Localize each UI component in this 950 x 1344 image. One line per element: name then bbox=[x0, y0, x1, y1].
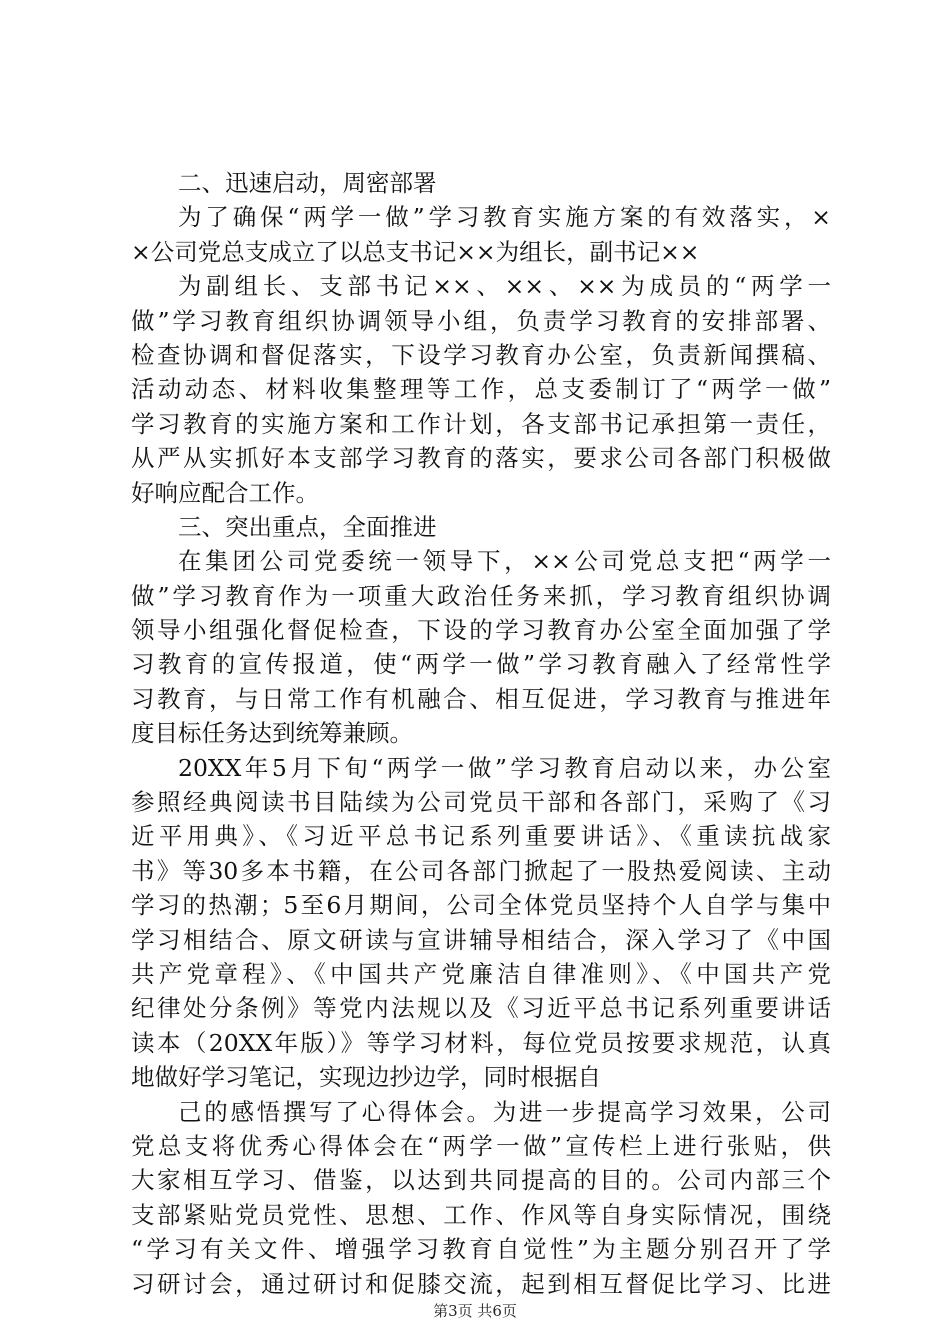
paragraph-line: 好响应配合工作。 bbox=[131, 478, 319, 507]
paragraph-line: 检查协调和督促落实，下设学习教育办公室，负责新闻撰稿、 bbox=[131, 340, 831, 369]
paragraph-line: 党总支将优秀心得体会在“两学一做”宣传栏上进行张贴，供 bbox=[131, 1131, 831, 1160]
paragraph-line: 共产党章程》、《中国共产党廉洁自律准则》、《中国共产党 bbox=[131, 959, 831, 988]
paragraph-line: 己的感悟撰写了心得体会。为进一步提高学习效果，公司 bbox=[178, 1097, 831, 1126]
paragraph-line: 活动动态、材料收集整理等工作，总支委制订了“两学一做” bbox=[131, 375, 831, 404]
paragraph-line: 习教育的宣传报道，使“两学一做”学习教育融入了经常性学 bbox=[131, 650, 831, 679]
paragraph-line: 从严从实抓好本支部学习教育的落实，要求公司各部门积极做 bbox=[131, 444, 831, 473]
section-heading: 三、突出重点，全面推进 bbox=[178, 512, 437, 541]
paragraph-line: 读本（20XX年版）》等学习材料，每位党员按要求规范，认真 bbox=[131, 1028, 831, 1057]
paragraph-line: 为副组长、支部书记××、××、××为成员的“两学一 bbox=[178, 272, 831, 301]
paragraph-line: 习教育，与日常工作有机融合、相互促进，学习教育与推进年 bbox=[131, 684, 831, 713]
paragraph-line: 近平用典》、《习近平总书记系列重要讲话》、《重读抗战家 bbox=[131, 822, 831, 851]
paragraph-line: 度目标任务达到统筹兼顾。 bbox=[131, 719, 413, 748]
paragraph-line: 大家相互学习、借鉴，以达到共同提高的目的。公司内部三个 bbox=[131, 1166, 831, 1195]
section-heading: 二、迅速启动，周密部署 bbox=[178, 169, 437, 197]
paragraph-line: 在集团公司党委统一领导下，××公司党总支把“两学一 bbox=[178, 547, 831, 576]
paragraph-line: 纪律处分条例》等党内法规以及《习近平总书记系列重要讲话 bbox=[131, 994, 831, 1023]
paragraph-line: 参照经典阅读书目陆续为公司党员干部和各部门，采购了《习 bbox=[131, 788, 831, 817]
paragraph-line: 学习相结合、原文研读与宣讲辅导相结合，深入学习了《中国 bbox=[131, 925, 831, 954]
paragraph-line: “学习有关文件、增强学习教育自觉性”为主题分别召开了学 bbox=[131, 1235, 831, 1264]
paragraph-line: 地做好学习笔记，实现边抄边学，同时根据自 bbox=[131, 1063, 601, 1092]
paragraph-line: 学习教育的实施方案和工作计划，各支部书记承担第一责任， bbox=[131, 409, 831, 438]
paragraph-line: 书》等30多本书籍，在公司各部门掀起了一股热爱阅读、主动 bbox=[131, 856, 831, 885]
paragraph-line: 为了确保“两学一做”学习教育实施方案的有效落实，× bbox=[178, 203, 831, 232]
paragraph-line: 做”学习教育组织协调领导小组，负责学习教育的安排部署、 bbox=[131, 306, 831, 335]
paragraph-line: 做”学习教育作为一项重大政治任务来抓，学习教育组织协调 bbox=[131, 581, 831, 610]
paragraph-line: 领导小组强化督促检查，下设的学习教育办公室全面加强了学 bbox=[131, 616, 831, 645]
paragraph-line: 学习的热潮；5至6月期间，公司全体党员坚持个人自学与集中 bbox=[131, 891, 831, 920]
paragraph-line: 习研讨会，通过研讨和促膝交流，起到相互督促比学习、比进 bbox=[131, 1269, 831, 1298]
paragraph-line: 支部紧贴党员党性、思想、工作、作风等自身实际情况，围绕 bbox=[131, 1200, 831, 1229]
document-body bbox=[131, 166, 831, 1301]
paragraph-line: 20XX年5月下旬“两学一做”学习教育启动以来，办公室 bbox=[178, 753, 831, 782]
paragraph-line: ×公司党总支成立了以总支书记××为组长，副书记×× bbox=[131, 237, 700, 266]
page-footer: 第3页 共6页 bbox=[433, 1302, 517, 1320]
